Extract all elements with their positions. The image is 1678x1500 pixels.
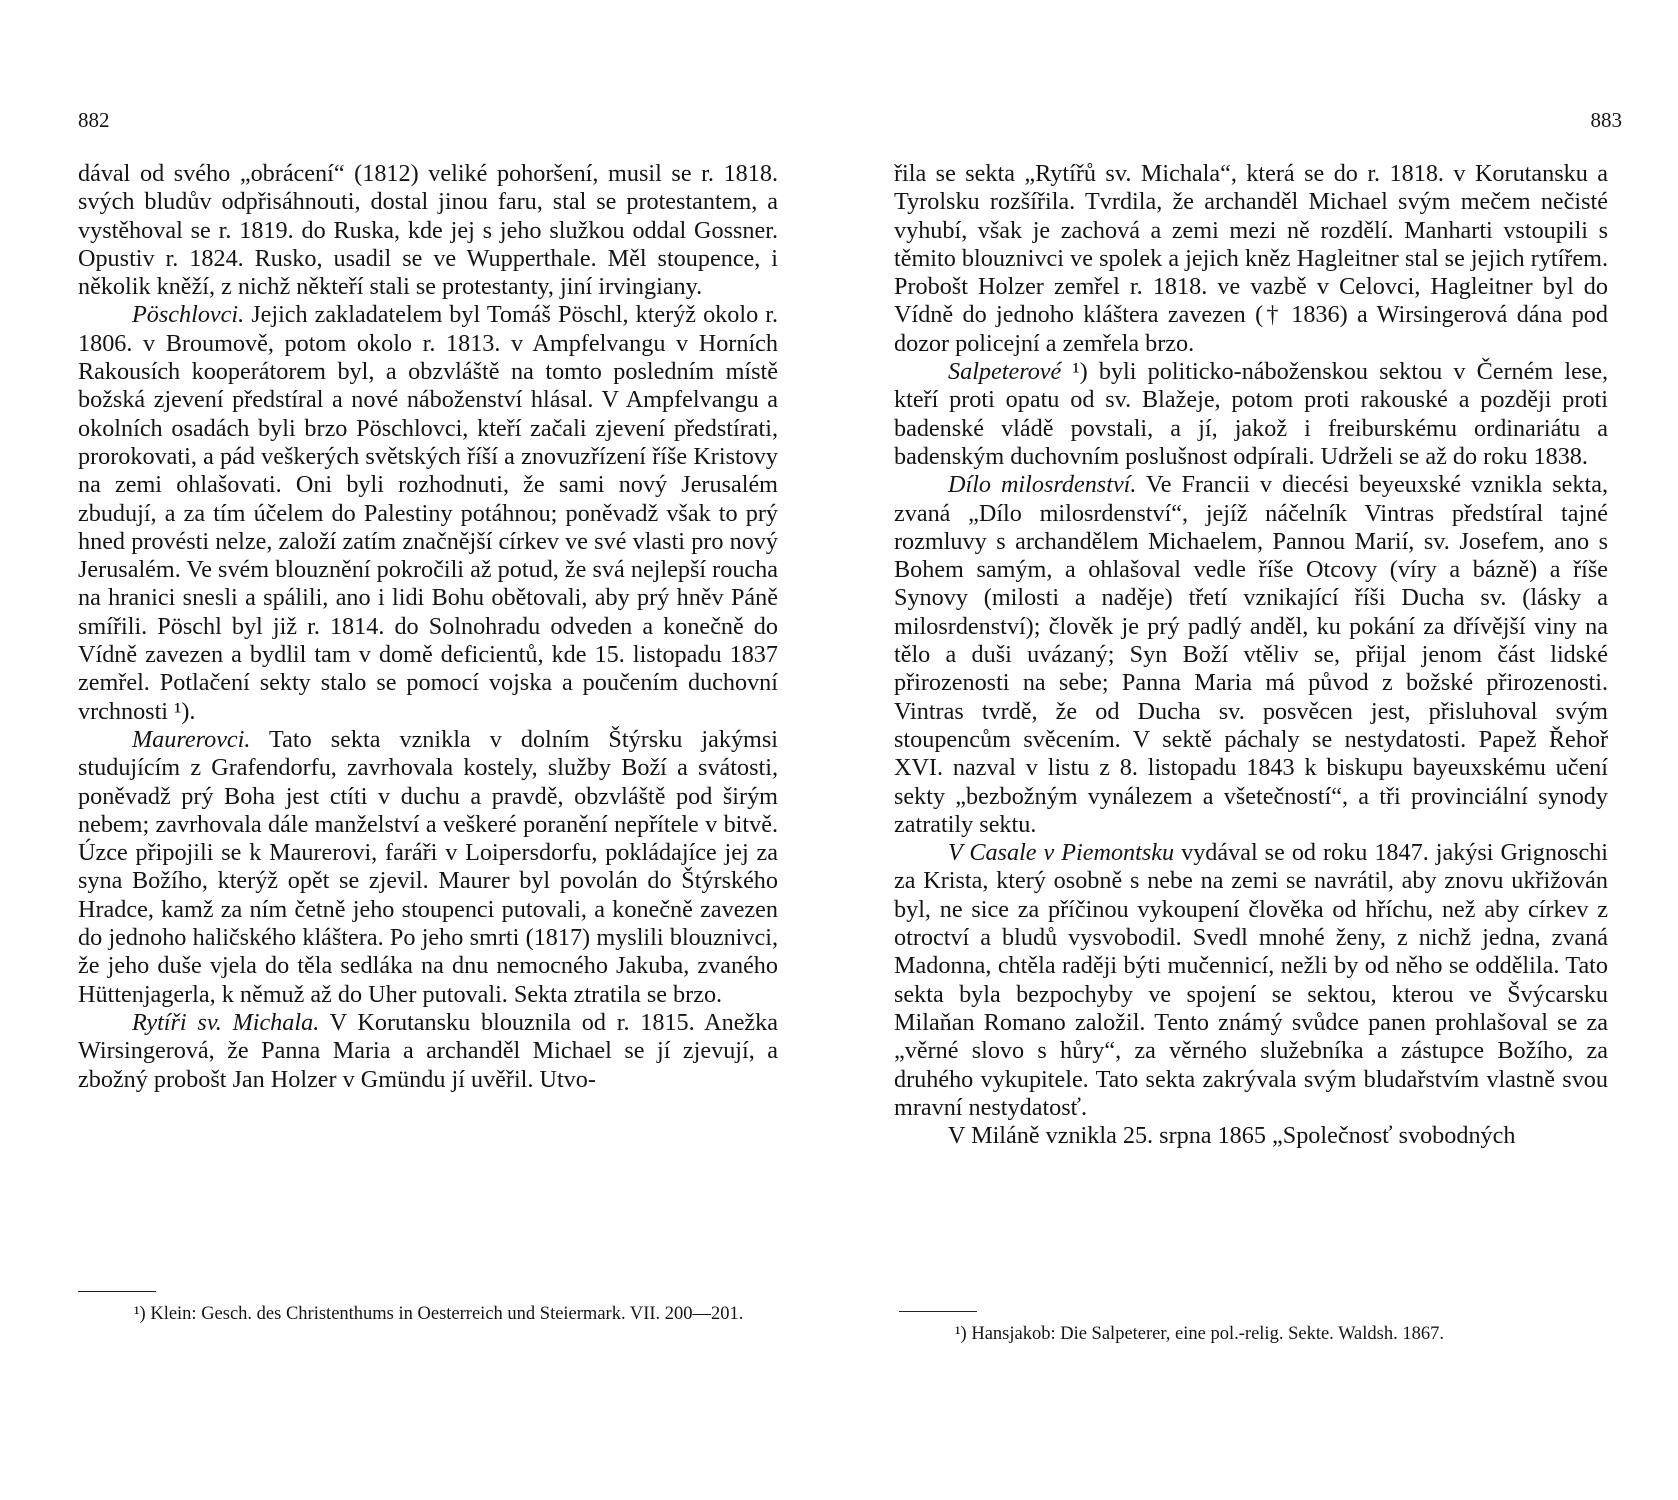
paragraph: Rytíři sv. Michala. V Korutansku blouznila od r. 1815. Anežka Wirsingerová, že Panna Maria a archanděl Michael se jí zjevují, a zbožný probošt Jan Holzer v Gmündu jí uvěřil. Utvo-	[78, 1008, 778, 1093]
section-lead: Salpeterové	[948, 358, 1062, 386]
paragraph: dával od svého „obrácení“ (1812) veliké pohoršení, musil se r. 1818. svých bludův odpřisáhnouti, dostal jinou faru, stal se protestantem, a vystěhoval se r. 1819. do Ruska, kde jej s jeho služkou oddal Gossner. Opustiv r. 1824. Rusko, usadil se ve Wupperthale. Měl stoupence, i několik kněží, z nichž někteří stali se protestanty, jiní irvingiany.	[78, 160, 778, 301]
footnote-rule	[899, 1311, 977, 1312]
section-lead: Maurerovci.	[132, 725, 251, 753]
footnote-rule	[78, 1291, 156, 1292]
page-body	[78, 160, 778, 1094]
paragraph: Dílo milosrdenství. Ve Francii v diecési beyeuxské vznikla sekta, zvaná „Dílo milosrdenství“, jejíž náčelník Vintras předstíral tajné rozmluvy s archandělem Michaelem, Pannou Marií, sv. Josefem, ano s Bohem samým, a ohlašoval vedle říše Otcovy (víry a bázně) a říše Synovy (milosti a naděje) třetí vznikající říši Ducha sv. (lásky a milosrdenství); člověk je prý padlý anděl, ku pokání za dřívější viny na tělo a duši uvázaný; Syn Boží vtěliv se, přijal jenom část lidské přirozenosti na sebe; Panna Maria má původ z božské přirozenosti. Vintras tvrdě, že od Ducha sv. posvěcen jest, přisluhoval svým stoupencům svěcením. V sektě páchaly se nestydatosti. Papež Řehoř XVI. nazval v listu z 8. listopadu 1843 k biskupu bayeuxskému učení sekty „bezbožným vynálezem a všetečností“, a tři provinciální synody zatratily sektu.	[894, 471, 1608, 838]
footnote: ¹) Hansjakob: Die Salpeterer, eine pol.-relig. Sekte. Waldsh. 1867.	[955, 1324, 1444, 1344]
section-lead: V Casale v Piemontsku	[948, 839, 1175, 867]
section-lead: Pöschlovci.	[132, 301, 245, 329]
paragraph: V Casale v Piemontsku vydával se od roku 1847. jakýsi Grignoschi za Krista, který osobně s nebe na zemi se navrátil, aby znovu ukřižován byl, ne sice za příčinou vykoupení člověka od hříchu, než aby církev z otroctví a bludů vysvobodil. Svedl mnohé ženy, z nichž jedna, zvaná Madonna, chtěla raději býti mučennicí, nežli by od něho se oddělila. Tato sekta byla bezpochyby ve spojení se sektou, kterou ve Švýcarsku Milaňan Romano založil. Tento známý svůdce panen prohlašoval se za „věrné slovo s hůry“, za věrného služebníka a zástupce Božího, za druhého vykupitele. Tato sekta zakrývala svým bludařstvím vlastně svou mravní nestydatosť.	[894, 839, 1609, 1121]
section-lead: Dílo milosrdenství.	[948, 471, 1137, 499]
page-number: 883	[1590, 108, 1622, 132]
footnote: ¹) Klein: Gesch. des Christenthums in Oesterreich und Steiermark. VII. 200—201.	[134, 1304, 744, 1324]
right-page	[839, 0, 1678, 1500]
paragraph: V Miláně vznikla 25. srpna 1865 „Společnosť svobodných	[948, 1122, 1516, 1150]
section-lead: Rytíři sv. Michala.	[132, 1008, 320, 1036]
paragraph: řila se sekta „Rytířů sv. Michala“, která se do r. 1818. v Korutansku a Tyrolsku rozšířila. Tvrdila, že archanděl Michael svým mečem nečisté vyhubí, však je zachová a zemi mezi ně rozdělí. Manharti vstoupili s těmito blouznivci ve spolek a jejich kněz Hagleitner stal se jejich rytířem. Probošt Holzer zemřel r. 1818. ve vazbě v Celovci, Hagleitner byl do Vídně do jednoho kláštera zavezen († 1836) a Wirsingerová dána pod dozor policejní a zemřela brzo.	[894, 160, 1608, 357]
paragraph: Pöschlovci. Jejich zakladatelem byl Tomáš Pöschl, kterýž okolo r. 1806. v Broumově, potom okolo r. 1813. v Ampfelvangu v Horních Rakousích kooperátorem byl, a obzvláště na tomto posledním místě božská zjevení předstíral a nové náboženství hlásal. V Ampfelvangu a okolních osadách byli brzo Pöschlovci, kteří začali zjevení předstírati, prorokovati, a pád veškerých světských říší a znovuzřízení říše Kristovy na zemi ohlašovati. Oni byli rozhodnuti, že sami nový Jerusalém zbudují, a za tím účelem do Palestiny potáhnou; poněvadž však to prý hned provésti nelze, založí zatím značnější církev ve své vlasti pro nový Jerusalém. Ve svém blouznění pokročili až potud, že svá nejlepší roucha na hranici snesli a spálili, ano i lidi Bohu obětovali, aby prý hněv Páně smířili. Pöschl byl již r. 1814. do Solnohradu odveden a konečně do Vídně zavezen a bydlil tam v domě deficientů, kde 15. listopadu 1837 zemřel. Potlačení sekty stalo se pomocí vojska a poučením duchovní vrchnosti ¹).	[78, 301, 778, 725]
page-number: 882	[78, 108, 110, 132]
page-body	[894, 160, 1608, 1150]
paragraph: Maurerovci. Tato sekta vznikla v dolním Štýrsku jakýmsi studujícím z Grafendorfu, zavrhovala kostely, služby Boží a svátosti, poněvadž prý Boha jest ctíti v duchu a pravdě, obzvláště pod širým nebem; zavrhovala dále manželství a veškeré poranění nepřítele v bitvě. Úzce připojili se k Maurerovi, faráři v Loipersdorfu, pokládajíce jej za syna Božího, kterýž opět se zjevil. Maurer byl povolán do Štýrského Hradce, kamž za ním četně jeho stoupenci putovali, a konečně zavezen do jednoho haličského kláštera. Po jeho smrti (1817) myslili blouznivci, že jeho duše vjela do těla sedláka na dnu nemocného Jakuba, zvaného Hüttenjagerla, k němuž až do Uher putovali. Sekta ztratila se brzo.	[78, 725, 778, 1008]
paragraph: Salpeterové ¹) byli politicko-náboženskou sektou v Černém lese, kteří proti opatu od sv. Blažeje, potom proti rakouské a později proti badenské vládě povstali, a jí, jakož i freiburskému ordinariátu a badenským duchovním poslušnost odpírali. Udrželi se až do roku 1838.	[894, 358, 1608, 470]
